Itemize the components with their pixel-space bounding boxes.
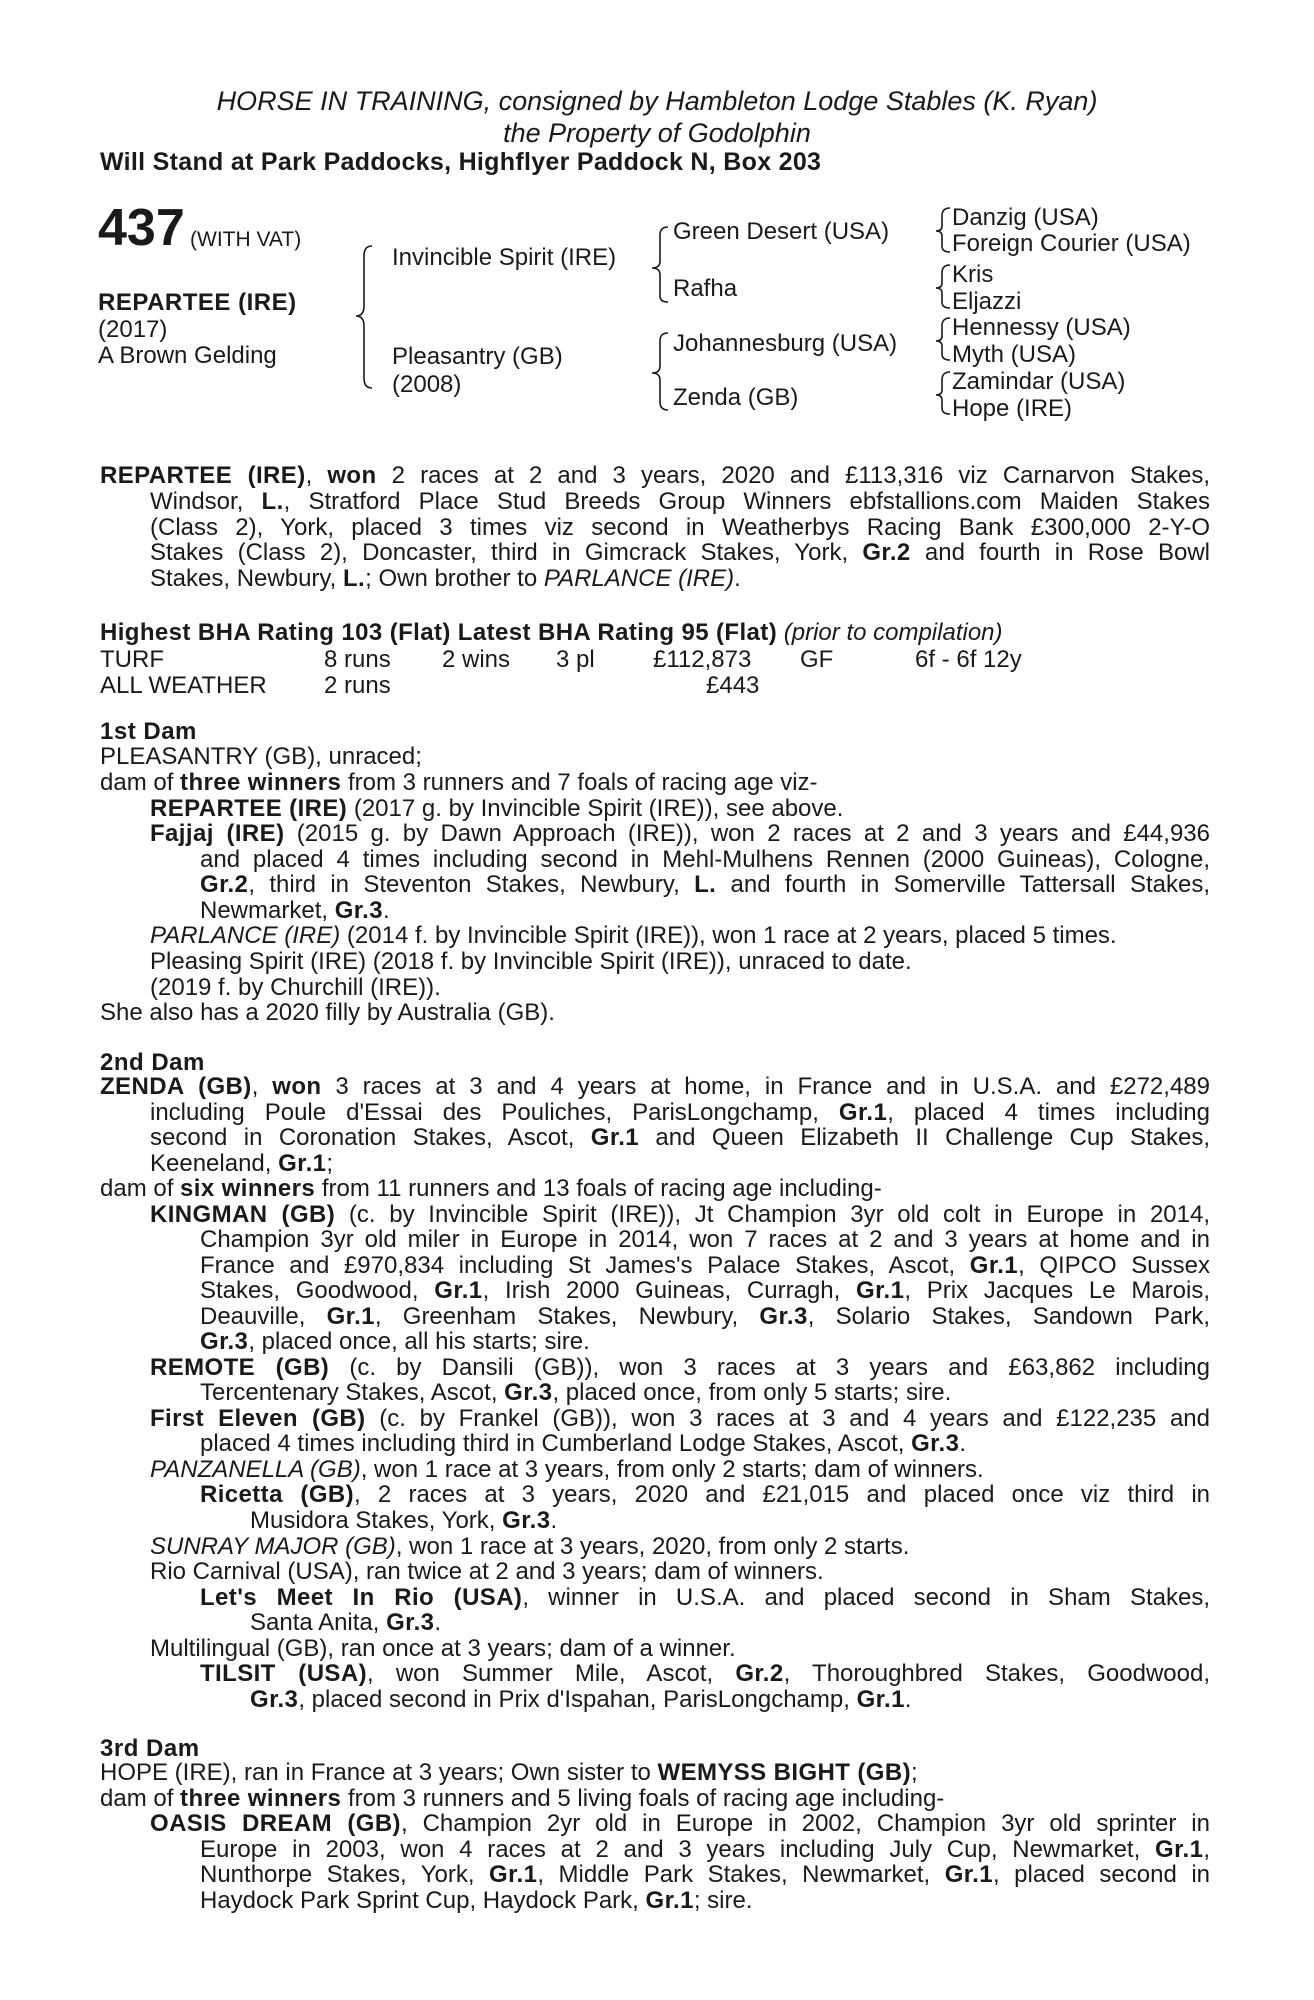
text-run: . [383, 897, 390, 924]
text-run: Newmarket, [200, 897, 335, 924]
produce-name: First Eleven (GB) [150, 1405, 366, 1432]
dam-line: She also has a 2020 filly by Australia (GB). [100, 999, 555, 1026]
race-grade: Gr.3 [334, 897, 384, 924]
dam-dam: Zenda (GB) [673, 384, 799, 411]
text-run: , Middle Park Stakes, Newmarket, [537, 1861, 945, 1888]
turf-going: GF [800, 646, 834, 673]
text-run: HOPE (IRE), ran in France at 3 years; Own sister to [100, 1759, 658, 1786]
dam-line [150, 1125, 1210, 1151]
text-run: (2015 g. by Dawn Approach (IRE)), won 2 races at 2 and 3 years and £44,936 [284, 820, 1210, 847]
produce-line [250, 1610, 1210, 1636]
produce-line [150, 796, 1210, 822]
produce-line [150, 923, 1210, 949]
text-run: Deauville, [200, 1303, 327, 1330]
text-run: , Prix Jacques Le Marois, [904, 1277, 1211, 1304]
produce-line: Multilingual (GB), ran once at 3 years; dam of a winner. [150, 1635, 736, 1662]
grand-ancestor-1: Danzig (USA) [952, 204, 1099, 231]
text-run: from 11 runners and 13 foals of racing age including- [315, 1175, 882, 1202]
produce-name: PARLANCE (IRE) [150, 922, 341, 949]
race-grade: Gr.1 [489, 1861, 538, 1888]
text-run: . [959, 1430, 967, 1457]
text-run: 3 races at 3 and 4 years at home, in France and in U.S.A. and £272,489 [321, 1073, 1210, 1100]
dam-line [150, 1151, 1210, 1177]
text-run: , placed once, from only 5 starts; sire. [552, 1379, 952, 1406]
grand-ancestor-2: Foreign Courier (USA) [952, 230, 1191, 257]
race-grade: Gr.3 [200, 1328, 249, 1355]
produce-line [200, 1329, 1210, 1355]
summary-line [100, 463, 1210, 489]
turf-wins: 2 wins [442, 646, 511, 673]
produce-line [150, 1202, 1210, 1228]
text-run: second in Coronation Stakes, Ascot, [150, 1124, 591, 1151]
text-run: Stakes (Class 2), Doncaster, third in Gimcrack Stakes, York, [150, 539, 863, 566]
turf-distance: 6f - 6f 12y [915, 646, 1022, 673]
dam-line [100, 1176, 1210, 1202]
produce-line [200, 1661, 1210, 1687]
text-run: , [305, 462, 328, 489]
produce-line [150, 1406, 1210, 1432]
text-run: 2 races at 2 and 3 years, 2020 and £113,316 viz Carnarvon Stakes, [376, 462, 1211, 489]
race-grade: Gr.1 [645, 1887, 694, 1914]
race-grade: Gr.1 [326, 1303, 375, 1330]
text-run: ; Own brother to [365, 565, 544, 592]
produce-line [200, 1862, 1210, 1888]
text-run: , winner in U.S.A. and placed second in Sham Stakes, [522, 1584, 1210, 1611]
text-run: Tercentenary Stakes, Ascot, [200, 1379, 505, 1406]
sire-dam: Rafha [673, 275, 738, 302]
text-run: , won 1 race at 3 years, from only 2 starts; dam of winners. [360, 1456, 984, 1483]
grand-ancestor-6: Myth (USA) [952, 341, 1077, 368]
text-run: and fourth in Somerville Tattersall Stakes, [716, 871, 1210, 898]
text-run: , placed once, all his starts; sire. [248, 1328, 590, 1355]
text-run: and Queen Elizabeth II Challenge Cup Stakes, [639, 1124, 1210, 1151]
summary-line: (Class 2), York, placed 3 times viz second in Weatherbys Racing Bank £300,000 2-Y-O [150, 514, 1210, 541]
race-grade: L. [342, 565, 366, 592]
race-grade: Gr.1 [1155, 1836, 1204, 1863]
produce-line [200, 1253, 1210, 1279]
race-grade: Gr.1 [590, 1124, 640, 1151]
produce-name: SUNRAY MAJOR (GB) [150, 1533, 396, 1560]
horse-description: A Brown Gelding [98, 342, 277, 369]
text-run: France and £970,834 including St James's Palace Stakes, Ascot, [200, 1252, 970, 1279]
dam-sire: Johannesburg (USA) [673, 330, 898, 357]
text-run: Stakes, Goodwood, [200, 1277, 435, 1304]
text-run: . [904, 1686, 912, 1713]
text-run: . [434, 1609, 442, 1636]
text-run: (c. by Dansili (GB)), won 3 races at 3 years and £63,862 including [329, 1354, 1210, 1381]
text-run: Nunthorpe Stakes, York, [200, 1861, 490, 1888]
race-grade: Gr.2 [735, 1660, 784, 1687]
text-run: , placed second in [993, 1861, 1210, 1888]
bracket-g4 [936, 372, 950, 414]
produce-line: (2019 f. by Churchill (IRE)). [150, 974, 441, 1001]
race-grade: Gr.1 [969, 1252, 1019, 1279]
race-grade: Gr.1 [856, 1686, 905, 1713]
text-run: Musidora Stakes, York, [250, 1507, 503, 1534]
text-run: . [550, 1507, 558, 1534]
text-run: Santa Anita, [250, 1609, 387, 1636]
text-run: , [1203, 1836, 1210, 1863]
first-dam-heading: 1st Dam [100, 718, 197, 745]
sire-sire: Green Desert (USA) [673, 218, 890, 245]
consignor-line: HORSE IN TRAINING, consigned by Hambleton Lodge Stables (K. Ryan) [216, 86, 1098, 116]
ratings-title: Highest BHA Rating 103 (Flat) Latest BHA Rating 95 (Flat) [100, 619, 778, 646]
produce-line [200, 1888, 1210, 1914]
stand-location: Will Stand at Park Paddocks, Highflyer Paddock N, Box 203 [100, 148, 822, 176]
grand-ancestor-7: Zamindar (USA) [952, 368, 1126, 395]
race-grade: Gr.3 [504, 1379, 553, 1406]
text-run: dam of [100, 1785, 181, 1812]
horse-name: REPARTEE (IRE) [98, 289, 297, 316]
summary-line [150, 489, 1210, 515]
text-run: Stakes, Newbury, [150, 565, 343, 592]
race-grade: Gr.1 [838, 1099, 888, 1126]
text-run: Keeneland, [150, 1150, 279, 1177]
dam-year: (2008) [392, 371, 462, 398]
winners-count: six winners [180, 1175, 316, 1202]
produce-line [150, 1811, 1210, 1837]
text-run: , won Summer Mile, Ascot, [366, 1660, 736, 1687]
winners-count: three winners [180, 1785, 342, 1812]
dam-line [100, 1786, 1210, 1812]
text-run: dam of [100, 769, 181, 796]
race-grade: Gr.2 [862, 539, 911, 566]
race-grade: L. [261, 488, 284, 515]
produce-name: Fajjaj (IRE) [150, 820, 285, 847]
produce-line [150, 1355, 1210, 1381]
text-run: from 3 runners and 7 foals of racing age viz- [341, 769, 818, 796]
dam-name: ZENDA (GB) [100, 1073, 252, 1100]
summary-line [150, 540, 1210, 566]
produce-line [200, 872, 1210, 898]
produce-name: TILSIT (USA) [200, 1660, 367, 1687]
text-run: , third in Steventon Stakes, Newbury, [248, 871, 695, 898]
dam-line: PLEASANTRY (GB), unraced; [100, 743, 422, 770]
text-run: , Champion 2yr old in Europe in 2002, Champion 3yr old sprinter in [400, 1810, 1210, 1837]
produce-name: Let's Meet In Rio (USA) [200, 1584, 523, 1611]
summary-line [150, 566, 1210, 592]
produce-line [150, 821, 1210, 847]
text-run: placed 4 times including third in Cumberland Lodge Stakes, Ascot, [200, 1430, 912, 1457]
text-run: . [734, 565, 741, 592]
second-dam-heading: 2nd Dam [100, 1049, 205, 1076]
race-grade: Gr.1 [278, 1150, 327, 1177]
produce-name: Ricetta (GB) [200, 1481, 355, 1508]
dam-line [150, 1100, 1210, 1126]
produce-line [150, 1457, 1210, 1483]
sibling-name: PARLANCE (IRE) [543, 565, 735, 592]
text-run: and fourth in Rose Bowl [910, 539, 1210, 566]
lot-number: 437 [98, 199, 185, 257]
bracket-g2 [936, 265, 950, 308]
text-run: , Thoroughbred Stakes, Goodwood, [783, 1660, 1210, 1687]
produce-line [200, 1380, 1210, 1406]
produce-name: REPARTEE (IRE) [150, 795, 348, 822]
grand-ancestor-5: Hennessy (USA) [952, 314, 1131, 341]
aw-label: ALL WEATHER [100, 672, 267, 699]
produce-line: and placed 4 times including second in Mehl-Mulhens Rennen (2000 Guineas), Cologne, [200, 846, 1210, 873]
text-run: , Greenham Stakes, Newbury, [374, 1303, 760, 1330]
dam: Pleasantry (GB) [392, 343, 563, 370]
dam-line [100, 1760, 1210, 1786]
race-grade: L. [694, 871, 717, 898]
bracket-dam [652, 333, 668, 410]
text-run: dam of [100, 1175, 181, 1202]
text-run: Haydock Park Sprint Cup, Haydock Park, [200, 1887, 646, 1914]
horse-name-ref: REPARTEE (IRE) [100, 462, 306, 489]
won-label: won [327, 462, 377, 489]
produce-name: REMOTE (GB) [150, 1354, 330, 1381]
ratings-heading [100, 620, 1210, 646]
third-dam-heading: 3rd Dam [100, 1735, 200, 1762]
race-grade: Gr.3 [759, 1303, 808, 1330]
produce-line [250, 1687, 1210, 1713]
text-run: from 3 runners and 5 living foals of racing age including- [341, 1785, 945, 1812]
bracket-g3 [936, 318, 950, 360]
text-run: , placed 4 times including [887, 1099, 1211, 1126]
relative-name: WEMYSS BIGHT (GB) [657, 1759, 911, 1786]
aw-prize: £443 [706, 672, 760, 699]
text-run: , Irish 2000 Guineas, Curragh, [482, 1277, 857, 1304]
bracket-sire [652, 227, 668, 302]
text-run: Windsor, [150, 488, 262, 515]
produce-name: OASIS DREAM (GB) [150, 1810, 401, 1837]
text-run: ; [326, 1150, 334, 1177]
produce-line [200, 898, 1210, 924]
text-run: Europe in 2003, won 4 races at 2 and 3 years including July Cup, Newmarket, [200, 1836, 1156, 1863]
race-grade: Gr.3 [911, 1430, 960, 1457]
produce-line [150, 1534, 1210, 1560]
dam-line [100, 1074, 1210, 1100]
turf-label: TURF [100, 646, 164, 673]
produce-line [250, 1508, 1210, 1534]
race-grade: Gr.1 [856, 1277, 905, 1304]
text-run: (2017 g. by Invincible Spirit (IRE)), see above. [347, 795, 844, 822]
dam-line [100, 770, 1210, 796]
produce-line [200, 1585, 1210, 1611]
text-run: , [251, 1073, 273, 1100]
sire: Invincible Spirit (IRE) [392, 244, 617, 271]
race-grade: Gr.2 [200, 871, 249, 898]
text-run: (c. by Invincible Spirit (IRE)), Jt Champion 3yr old colt in Europe in 2014, [335, 1201, 1210, 1228]
produce-name: KINGMAN (GB) [150, 1201, 336, 1228]
property-line: the Property of Godolphin [503, 118, 811, 148]
produce-line [200, 1837, 1210, 1863]
race-grade: Gr.3 [250, 1686, 299, 1713]
text-run: , Stratford Place Stud Breeds Group Winners ebfstallions.com Maiden Stakes [283, 488, 1210, 515]
grand-ancestor-8: Hope (IRE) [952, 395, 1073, 422]
text-run: (c. by Frankel (GB)), won 3 races at 3 and 4 years and £122,235 and [365, 1405, 1210, 1432]
horse-year: (2017) [98, 316, 168, 343]
text-run: (2014 f. by Invincible Spirit (IRE)), won 1 race at 2 years, placed 5 times. [340, 922, 1117, 949]
ratings-note: (prior to compilation) [783, 619, 1003, 646]
turf-prize: £112,873 [653, 646, 752, 673]
grand-ancestor-4: Eljazzi [952, 288, 1022, 315]
produce-name: PANZANELLA (GB) [150, 1456, 361, 1483]
grand-ancestor-3: Kris [952, 261, 994, 288]
text-run: including Poule d'Essai des Pouliches, ParisLongchamp, [150, 1099, 839, 1126]
text-run: , QIPCO Sussex [1018, 1252, 1210, 1279]
produce-line: Rio Carnival (USA), ran twice at 2 and 3 years; dam of winners. [150, 1558, 824, 1585]
race-grade: Gr.3 [386, 1609, 435, 1636]
text-run: ; sire. [693, 1887, 753, 1914]
text-run: , won 1 race at 3 years, 2020, from only 2 starts. [395, 1533, 910, 1560]
produce-line: Pleasing Spirit (IRE) (2018 f. by Invincible Spirit (IRE)), unraced to date. [150, 948, 912, 975]
text-run: , Solario Stakes, Sandown Park, [807, 1303, 1211, 1330]
won-label: won [272, 1073, 322, 1100]
text-run: , placed second in Prix d'Ispahan, ParisLongchamp, [298, 1686, 857, 1713]
race-grade: Gr.3 [502, 1507, 551, 1534]
produce-line [200, 1431, 1210, 1457]
race-grade: Gr.1 [944, 1861, 993, 1888]
text-run: ; [910, 1759, 918, 1786]
bracket-g1 [936, 208, 950, 252]
turf-placed: 3 pl [556, 646, 595, 673]
vat-note: (WITH VAT) [190, 228, 302, 251]
produce-line [200, 1482, 1210, 1508]
bracket-main [356, 246, 372, 388]
produce-line: Champion 3yr old miler in Europe in 2014, won 7 races at 2 and 3 years at home and in [200, 1226, 1210, 1253]
produce-line [200, 1304, 1210, 1330]
race-grade: Gr.1 [434, 1277, 483, 1304]
text-run: , 2 races at 3 years, 2020 and £21,015 and placed once viz third in [354, 1481, 1211, 1508]
winners-count: three winners [180, 769, 342, 796]
aw-runs: 2 runs [324, 672, 391, 699]
produce-line [200, 1278, 1210, 1304]
turf-runs: 8 runs [324, 646, 391, 673]
